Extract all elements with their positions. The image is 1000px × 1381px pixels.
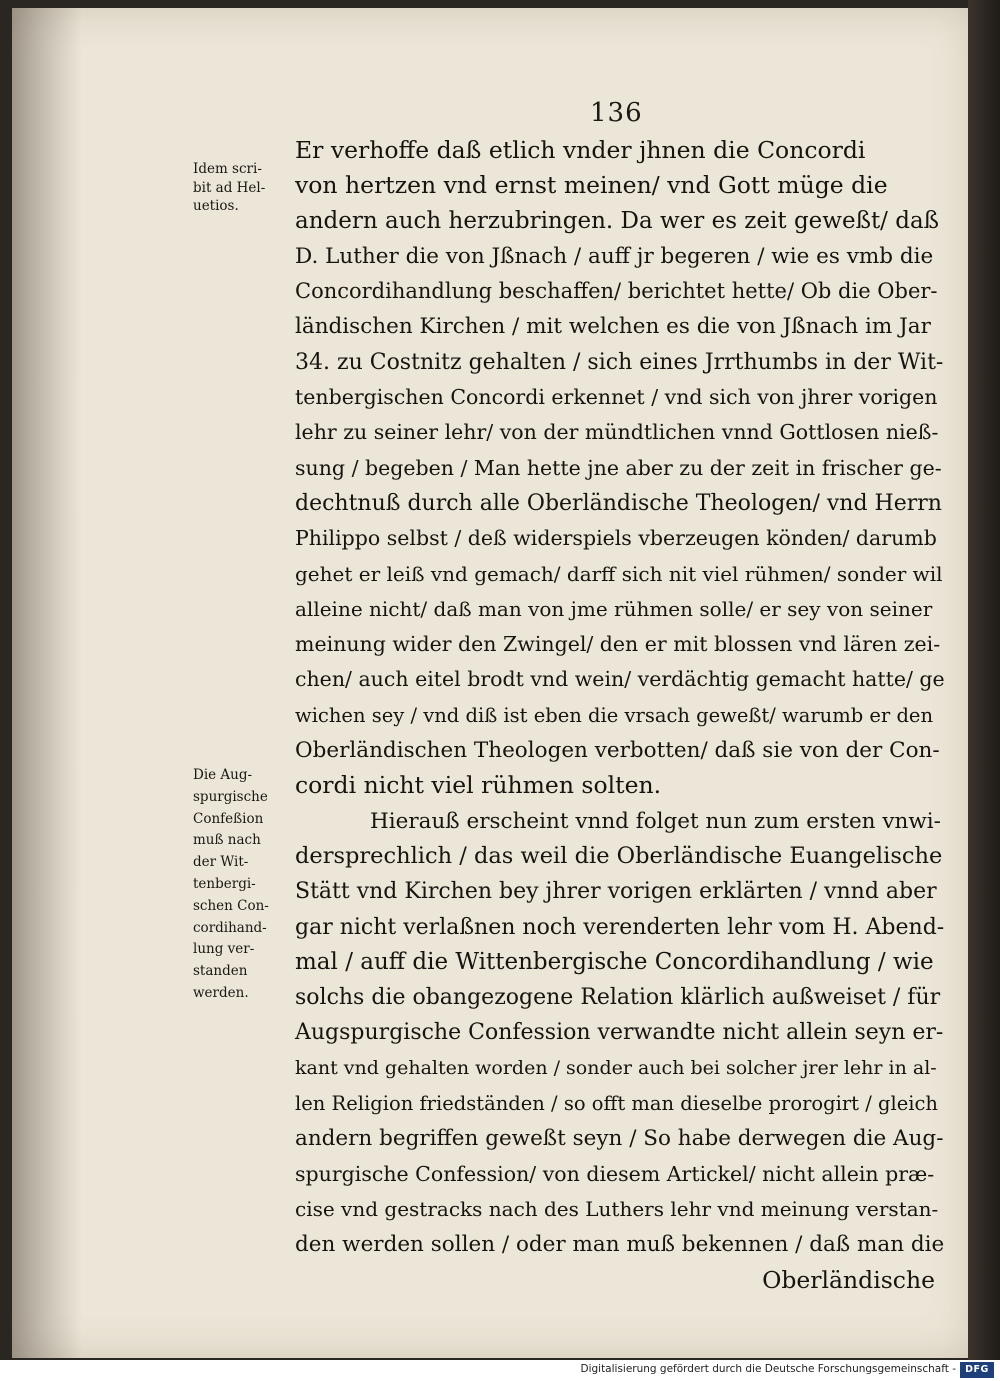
margin-note-line: werden. (193, 984, 249, 1001)
catchword: Oberländische (762, 1265, 935, 1294)
text-line: andern begriffen geweßt seyn / So habe derwegen die Aug- (295, 1126, 944, 1152)
margin-note-line: cordihand- (193, 919, 267, 936)
text-line: Concordihandlung beschaffen/ berichtet hette/ Ob die Ober- (295, 279, 938, 304)
text-line: mal / auff die Wittenbergische Concordihandlung / wie (295, 948, 934, 975)
book-edge (968, 0, 1000, 1360)
text-line: D. Luther die von Jßnach / auff jr begeren / wie es vmb die (295, 243, 934, 269)
text-line: kant vnd gehalten worden / sonder auch bei solcher jrer lehr in al- (295, 1056, 937, 1079)
text-line: tenbergischen Concordi erkennet / vnd sich von jhrer vorigen (295, 385, 938, 410)
text-line: alleine nicht/ daß man von jme rühmen solle/ er sey von seiner (295, 596, 933, 621)
margin-note-line: lung ver- (193, 941, 255, 958)
text-line: cordi nicht viel rühmen solten. (295, 771, 662, 800)
footer-credit: Digitalisierung gefördert durch die Deutsche Forschungsgemeinschaft - (580, 1363, 956, 1375)
gutter-shadow (12, 8, 82, 1358)
text-line: meinung wider den Zwingel/ den er mit blossen vnd lären zei- (295, 632, 941, 657)
text-line: Hierauß erscheint vnnd folget nun zum ersten vnwi- (370, 808, 941, 834)
text-line: Oberländischen Theologen verbotten/ daß sie von der Con- (295, 738, 940, 764)
text-line: lehr zu seiner lehr/ von der mündtlichen vnnd Gottlosen nieß- (295, 420, 939, 445)
text-line: gar nicht verlaßnen noch verenderten lehr vom H. Abend- (295, 914, 945, 940)
text-line: andern auch herzubringen. Da wer es zeit geweßt/ daß (295, 207, 940, 234)
margin-note-1 (193, 160, 293, 216)
text-line: Er verhoffe daß etlich vnder jhnen die Concordi (295, 136, 866, 164)
dfg-logo-icon: DFG (960, 1362, 994, 1378)
margin-note-line: Confeßion (193, 810, 264, 827)
margin-note-line: Die Aug- (193, 767, 253, 783)
text-line: 34. zu Costnitz gehalten / sich eines Jrrthumbs in der Wit- (295, 349, 944, 375)
text-line: wichen sey / vnd diß ist eben die vrsach geweßt/ warumb er den (295, 703, 934, 727)
margin-note-line: spurgische (193, 788, 268, 805)
text-line: gehet er leiß vnd gemach/ darff sich nit viel rühmen/ sonder wil (295, 561, 943, 586)
margin-note-2 (193, 765, 293, 1005)
text-line: dechtnuß durch alle Oberländische Theologen/ vnd Herrn (295, 490, 942, 516)
margin-note-line: der Wit- (193, 854, 249, 871)
text-line: cise vnd gestracks nach des Luthers lehr vnd meinung verstan- (295, 1196, 939, 1221)
margin-note-line: tenbergi- (193, 875, 256, 892)
margin-note-line: bit ad Hel- (193, 179, 266, 196)
page-number: 136 (590, 98, 643, 128)
paragraph-1 (295, 133, 945, 804)
text-line: chen/ auch eitel brodt vnd wein/ verdächtig gemacht hatte/ ge (295, 667, 945, 692)
margin-note-line: muß nach (193, 832, 261, 849)
text-line: von hertzen vnd ernst meinen/ vnd Gott müge die (295, 171, 888, 200)
text-line: len Religion friedständen / so offt man dieselbe prorogirt / gleich (295, 1092, 938, 1116)
body-text (295, 133, 945, 1298)
text-line: solchs die obangezogene Relation klärlich außweiset / für (295, 985, 941, 1011)
text-line: Augspurgische Confession verwandte nicht allein seyn er- (295, 1020, 944, 1046)
margin-note-line: Idem scri- (193, 161, 262, 177)
text-line: Philippo selbst / deß widerspiels vberzeugen könden/ darumb (295, 526, 937, 551)
margin-note-line: schen Con- (193, 897, 269, 914)
paragraph-2 (295, 804, 945, 1298)
margin-note-line: standen (193, 963, 248, 980)
margin-note-line: uetios. (193, 198, 239, 215)
text-line: dersprechlich / das weil die Oberländische Euangelische (295, 842, 943, 869)
text-line: den werden sollen / oder man muß bekennen / daß man die (295, 1232, 945, 1258)
text-line: sung / begeben / Man hette jne aber zu der zeit in frischer ge- (295, 455, 942, 480)
text-line: ländischen Kirchen / mit welchen es die von Jßnach im Jar (295, 314, 931, 340)
text-line: Stätt vnd Kirchen bey jhrer vorigen erklärten / vnnd aber (295, 879, 937, 905)
text-line: spurgische Confession/ von diesem Artickel/ nicht allein præ- (295, 1161, 935, 1186)
